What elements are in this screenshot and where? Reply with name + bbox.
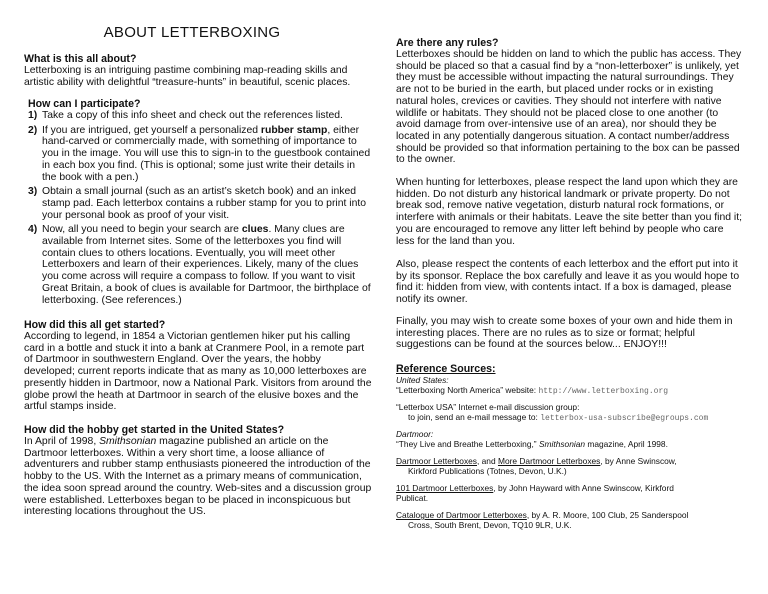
heading-rules: Are there any rules?	[396, 37, 499, 49]
ref-2-email[interactable]: letterbox-usa-subscribe@egroups.com	[540, 414, 709, 423]
ref-2-sub: to join, send an e-mail message to: letterbox-usa-subscribe@egroups.com	[408, 412, 709, 423]
how-item-3: 3) Obtain a small journal (such as an artist’s sketch book) and an inked stamp pad. Each letterbox contains a rubber stamp for you to print into your personal book as proof of your visit.	[28, 186, 367, 221]
section-how	[24, 98, 372, 306]
body-what: Letterboxing is an intriguing pastime combining map-reading skills and artistic ability with delightful “treasure-hunts” in beautiful, scenic places.	[24, 65, 351, 88]
ref-5-line2: Publicat.	[396, 493, 429, 503]
ref-us-label: United States:	[396, 375, 449, 385]
ref-5: 101 Dartmoor Letterboxes, by John Hayward with Anne Swinscow, Kirkford	[396, 483, 674, 493]
rules-p1: Letterboxes should be hidden on land to which the public has access. They should be placed so that a casual find by a “non-letterboxer” is unlikely, yet they must be accessible without impacting the natural surroundings. They are not to be buried in the earth, but placed under rocks or in existing natural holes, crevices or cavities. They should not interfere with native wildlife or habitats. They should not be placed close to one another (to avoid damage from over-intensive use of an area), nor should they be located in any potentially dangerous situation. A contact number/address should be provided so that information pertaining to the box can be passed to the owner.	[396, 49, 742, 166]
body-us: In April of 1998, Smithsonian magazine published an article on the Dartmoor letterboxes. Within a very short time, a loose alliance of adventurers and rubber stamp enthusiasts pioneered the introduction of the hobby to the US. With the Internet as a primary means of communication, the idea soon spread around the country. Web-sites and a discussion group were established. Letterboxes began to be placed in inconspicuous but interesting locations throughout the US.	[24, 436, 372, 518]
body-started: According to legend, in 1854 a Victorian gentlemen hiker put his calling card in a bottle and stuck it into a bank at Cranmere Pool, in a remote part of Dartmoor in southwestern England. Over the years, the hobby developed; current reports indicate that as many as 10,000 letterboxes are presently hidden in Dartmoor, now a National Park. Visitors from around the globe prowl the heath at Dartmoor in search of the elusive boxes and the artful stamps inside.	[24, 331, 372, 413]
rules-p4: Finally, you may wish to create some boxes of your own and hide them in interesting places. There are no rules as to size or format; helpful suggestions can be found at the sources below... ENJOY!!!	[396, 316, 733, 351]
ref-1-url[interactable]: http://www.letterboxing.org	[538, 387, 669, 396]
ref-2: “Letterbox USA” Internet e-mail discussion group:	[396, 402, 580, 412]
section-references	[396, 363, 744, 530]
section-rules	[396, 37, 744, 166]
rules-p3: Also, please respect the contents of each letterbox and the effort put into it by its sponsor. Replace the box carefully and leave it as you would hope to find it: hidden from view, with contents intact. If a box is damaged, please notify its owner.	[396, 259, 740, 306]
heading-what: What is this all about?	[24, 53, 137, 65]
heading-started: How did this all get started?	[24, 319, 166, 331]
how-item-2: 2) If you are intrigued, get yourself a personalized rubber stamp, either hand-carved or commercially made, with something of importance to you in the image. You will use this to sign-in to the guestbook contained in each box you find. (This is optional; some just write their details in the book with a pen.)	[28, 124, 371, 183]
ref-4: Dartmoor Letterboxes, and More Dartmoor Letterboxes, by Anne Swinscow,	[396, 456, 677, 466]
section-started	[24, 319, 372, 413]
heading-how: How can I participate?	[28, 98, 141, 110]
ref-6-line2: Cross, South Brent, Devon, TQ10 9LR, U.K.	[408, 520, 572, 530]
ref-4-line2: Kirkford Publications (Totnes, Devon, U.K.)	[408, 466, 567, 476]
ref-3: “They Live and Breathe Letterboxing,” Smithsonian magazine, April 1998.	[396, 439, 668, 449]
rules-p2: When hunting for letterboxes, please respect the land upon which they are hidden. Do not disturb any historical landmark or private property. Do not break sod, remove native vegetation, disturb natural rock formations, or interfere with animals or their habitats. Leave the site better than you find it; you are encouraged to remove any litter left behind by people who care less for the land than you.	[396, 177, 742, 247]
section-us	[24, 424, 372, 518]
page-title: ABOUT LETTERBOXING	[103, 24, 281, 41]
heading-references: Reference Sources:	[396, 363, 496, 375]
ref-6: Catalogue of Dartmoor Letterboxes, by A. R. Moore, 100 Club, 25 Sanderspool	[396, 510, 689, 520]
ref-dartmoor-label: Dartmoor:	[396, 429, 434, 439]
how-item-1: 1) Take a copy of this info sheet and check out the references listed.	[28, 110, 343, 121]
how-item-4: 4) Now, all you need to begin your search are clues. Many clues are available from Internet sites. Some of the letterboxes you find will contain clues to others locations. Eventually, you will meet other Letterboxers and learn of their experiences. Likely, many of the clues you come across will require a compass to follow. If you want to visit Great Britain, a book of clues is available for Dartmoor, the birthplace of letterboxing. (See references.)	[28, 224, 371, 306]
ref-1: “Letterboxing North America” website: http://www.letterboxing.org	[396, 385, 669, 396]
how-list	[24, 110, 372, 306]
section-what	[24, 53, 372, 88]
heading-us: How did the hobby get started in the United States?	[24, 424, 285, 436]
